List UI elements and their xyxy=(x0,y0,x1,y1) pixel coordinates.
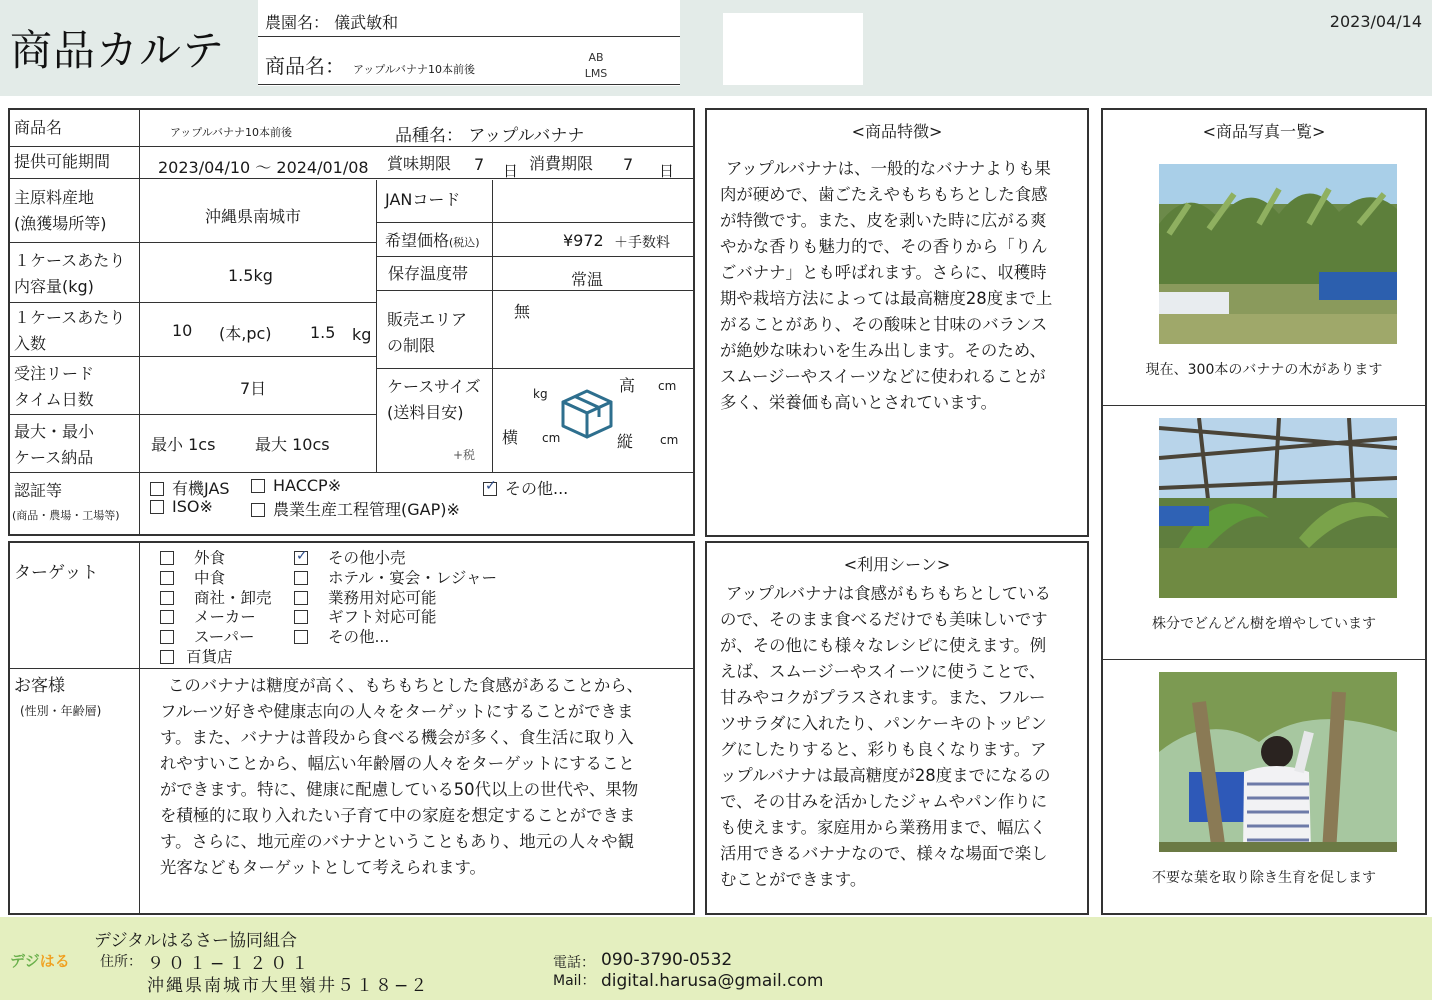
photo-caption: 現在、300本のバナナの木があります xyxy=(1145,362,1383,378)
text-line: で、その甘みを活かしたジャムやパン作りに xyxy=(720,792,1048,811)
text-line: 光客などもターゲットとして考えられます。 xyxy=(160,858,486,877)
text-line: が、その他にも様々なレシピに使えます。例 xyxy=(720,636,1047,655)
target-item-label: ホテル・宴会・レジャー xyxy=(328,568,498,587)
text-line: ごバナナ」とも呼ばれます。さらに、収穫時 xyxy=(720,263,1047,282)
capacity-label-sub: 内容量(kg) xyxy=(14,277,94,296)
photos-title: <商品写真一覧> xyxy=(1202,122,1326,141)
lead-value: 7日 xyxy=(240,379,267,398)
target-item-label: スーパー xyxy=(194,628,255,647)
customer-label: お客様 xyxy=(14,676,65,696)
divider xyxy=(9,242,377,243)
text-line: アップルバナナは、一般的なバナナよりも果 xyxy=(726,159,1051,178)
target-item xyxy=(294,569,497,589)
logo-placeholder xyxy=(723,13,863,85)
count-weight: 1.5 xyxy=(310,323,336,342)
day-unit: 日 xyxy=(503,162,519,180)
box-icon xyxy=(558,385,616,441)
text-line: も使えます。家庭用から業務用まで、幅広く xyxy=(720,818,1047,837)
checkbox-hotel[interactable] xyxy=(294,571,308,585)
checkbox-department-store[interactable] xyxy=(160,650,174,664)
target-item-label: その他小売 xyxy=(328,549,406,567)
size-cm: cm xyxy=(658,379,677,393)
min-label: 最小 xyxy=(151,435,184,454)
size-kg: kg xyxy=(533,387,548,401)
divider xyxy=(9,178,694,179)
target-item-label: 外食 xyxy=(194,549,226,567)
max-value: 10cs xyxy=(292,435,330,454)
cert-iso xyxy=(150,497,213,516)
photo-caption: 不要な葉を取り除き生育を促します xyxy=(1152,870,1376,886)
features-title: <商品特徴> xyxy=(851,122,943,141)
product-name-row xyxy=(265,50,475,79)
period-value: 2023/04/10 〜 2024/01/08 xyxy=(158,158,369,177)
expiry-value: 7 xyxy=(623,155,634,174)
farm-name-row xyxy=(265,10,398,33)
checkbox-supermarket[interactable] xyxy=(160,630,174,644)
min-row xyxy=(151,432,215,455)
lead-label: 受注リード xyxy=(14,364,95,383)
size-ab: AB xyxy=(588,51,604,64)
count-label: １ケースあたり xyxy=(14,308,126,327)
case-size-label-sub: (送料目安) xyxy=(387,403,464,422)
usage-title: <利用シーン> xyxy=(843,555,951,574)
target-item-label: 中食 xyxy=(194,568,226,587)
issue-date: 2023/04/14 xyxy=(1329,12,1422,31)
product-name: アップルバナナ10本前後 xyxy=(353,63,476,76)
divider xyxy=(258,36,680,37)
price-label xyxy=(385,228,480,256)
expiry-label: 消費期限 xyxy=(529,154,594,173)
farmer-pruning-photo xyxy=(1159,672,1397,852)
count-weight-unit: kg xyxy=(352,325,372,344)
storage-value: 常温 xyxy=(571,270,604,289)
text-line: 多く、栄養価も高いとされています。 xyxy=(720,393,997,412)
address-label: 住所： xyxy=(100,954,142,970)
text-line: ツサラダに入れたり、パンケーキのトッピン xyxy=(720,714,1047,733)
divider xyxy=(376,180,377,472)
text-line: が特徴です。また、皮を剥いた時に広がる爽 xyxy=(720,211,1047,230)
price-value: ¥972 xyxy=(563,231,604,250)
case-size-label: ケースサイズ xyxy=(387,377,481,396)
logo-text-b: はる xyxy=(39,952,70,970)
count-unit: (本,pc) xyxy=(219,324,272,343)
best-before-value: 7 xyxy=(474,155,485,174)
text-line: を積極的に取り入れたい子育て中の家庭を想定することができま xyxy=(160,806,636,825)
target-item xyxy=(160,648,272,668)
cert-gap xyxy=(251,497,460,520)
minmax-label-sub: ケース納品 xyxy=(14,448,94,467)
target-item xyxy=(160,569,272,589)
target-item-label: ギフト対応可能 xyxy=(328,608,437,627)
customer-sub: (性別・年齢層) xyxy=(20,704,102,718)
banana-nursery-photo xyxy=(1159,418,1397,598)
text-line: がることがあり、その酸味と甘味のバランス xyxy=(720,315,1048,334)
text-line: れやすいことから、幅広い年齢層の人々をターゲットにすること xyxy=(160,754,635,773)
target-item-label: 業務用対応可能 xyxy=(328,588,437,607)
tax-note: +税 xyxy=(453,448,476,462)
cert-jas xyxy=(150,476,230,499)
tel-label: 電話： xyxy=(553,955,595,971)
target-item xyxy=(160,589,272,609)
product-value: アップルバナナ10本前後 xyxy=(170,126,293,139)
text-line: やかな香りも魅力的で、その香りから「りん xyxy=(720,237,1048,256)
origin-label: 主原料産地 xyxy=(14,188,95,207)
day-unit: 日 xyxy=(659,162,675,180)
checkbox-target-other[interactable] xyxy=(294,630,308,644)
product-label: 商品名： xyxy=(265,54,345,78)
target-item-label: 商社・卸売 xyxy=(194,588,272,607)
text-line: ップルバナナは最高糖度が28度までになるの xyxy=(720,766,1051,785)
cert-label: 認証等 xyxy=(14,481,63,500)
size-lms: LMS xyxy=(584,67,608,80)
text-line: 期や栽培方法によっては最高糖度28度まで上 xyxy=(720,289,1053,308)
size-depth: 縦 xyxy=(617,432,634,451)
postal-code: ９０１−１２０１ xyxy=(147,954,313,974)
target-item xyxy=(160,628,272,648)
features-text xyxy=(720,156,1052,416)
text-line: むことができます。 xyxy=(720,870,867,889)
target-item xyxy=(160,608,272,628)
text-line: 甘みやコクがプラスされます。また、フルー xyxy=(720,688,1046,707)
divider xyxy=(9,472,694,473)
area-value: 無 xyxy=(514,302,531,321)
target-item xyxy=(160,549,272,569)
divider xyxy=(9,356,377,357)
checkbox-iso[interactable] xyxy=(150,500,164,514)
text-line: アップルバナナは食感がもちもちとしている xyxy=(726,584,1051,603)
origin-value: 沖縄県南城市 xyxy=(205,207,302,226)
divider xyxy=(492,290,493,370)
target-label: ターゲット xyxy=(14,563,99,583)
target-col-2 xyxy=(294,549,497,648)
capacity-label: １ケースあたり xyxy=(14,251,126,270)
area-label-sub: の制限 xyxy=(387,336,436,355)
text-line: えば、スムージーやスイーツに使うことで、 xyxy=(720,662,1046,681)
usage-text xyxy=(720,581,1051,893)
coop-name: デジタルはるさー協同組合 xyxy=(94,931,297,951)
digiharu-logo xyxy=(10,950,70,971)
size-cm: cm xyxy=(660,433,679,447)
size-width: 横 xyxy=(502,428,519,447)
text-line: ので、そのまま食べるだけでも美味しいです xyxy=(720,610,1048,629)
product-label: 商品名 xyxy=(14,118,63,137)
divider xyxy=(9,414,377,415)
checkbox-cert-other[interactable] xyxy=(483,482,497,496)
lead-label-sub: タイム日数 xyxy=(14,390,94,409)
count-value: 10 xyxy=(172,321,193,340)
cert-haccp xyxy=(251,476,341,495)
count-label-sub: 入数 xyxy=(14,334,47,353)
min-value: 1cs xyxy=(188,435,216,454)
farm-name: 儀武敏和 xyxy=(334,13,399,32)
target-item xyxy=(294,628,497,648)
divider xyxy=(377,290,694,291)
photo-caption: 株分でどんどん樹を増やしています xyxy=(1152,616,1376,632)
target-item-label: メーカー xyxy=(194,608,256,627)
text-line: す。さらに、地元産のバナナということもあり、地元の人々や観 xyxy=(160,832,635,851)
text-line: 肉が硬めで、歯ごたえやもちもちとした食感 xyxy=(720,185,1048,204)
target-item-label: 百貨店 xyxy=(186,647,233,666)
cert-haccp-label: HACCP※ xyxy=(273,476,342,495)
divider xyxy=(492,370,493,472)
divider xyxy=(377,256,694,257)
cert-other-label: その他... xyxy=(505,479,569,498)
variety-value: アップルバナナ xyxy=(468,126,585,146)
divider xyxy=(9,668,694,669)
divider xyxy=(1102,659,1426,660)
storage-label: 保存温度帯 xyxy=(388,264,469,283)
text-line: フルーツ好きや健康志向の人々をターゲットにすることができま xyxy=(160,702,634,721)
email-link[interactable]: digital.harusa@gmail.com xyxy=(601,971,824,991)
size-high: 高 xyxy=(619,376,636,395)
period-label: 提供可能期間 xyxy=(14,152,111,171)
cert-sub: (商品・農場・工場等) xyxy=(12,509,120,522)
divider xyxy=(377,222,694,223)
minmax-label: 最大・最小 xyxy=(14,422,95,441)
capacity-value: 1.5kg xyxy=(228,266,273,285)
text-line: す。また、バナナは普段から食べる機会が多く、食生活に取り入 xyxy=(160,728,634,747)
divider xyxy=(1102,405,1426,406)
jan-label: JANコード xyxy=(385,190,461,209)
text-line: スムージーやスイーツなどに使われることが xyxy=(720,367,1046,386)
target-item-label: その他... xyxy=(328,628,390,647)
banana-field-photo xyxy=(1159,164,1397,344)
cert-jas-label: 有機JAS xyxy=(172,479,230,498)
checkbox-prepared-food[interactable] xyxy=(160,571,174,585)
text-line: が絶妙な味わいを生み出します。そのため、 xyxy=(720,341,1046,360)
street-address: 沖縄県南城市大里嶺井５１８−２ xyxy=(147,976,430,996)
mail-label: Mail： xyxy=(553,973,596,989)
farm-label: 農園名： xyxy=(265,13,330,32)
divider xyxy=(9,302,377,303)
text-line: 活用できるバナナなので、様々な場面で楽し xyxy=(720,844,1048,863)
cert-iso-label: ISO※ xyxy=(172,497,213,516)
text-line: ができます。特に、健康に配慮している50代以上の世代や、果物 xyxy=(160,780,639,799)
target-col-1 xyxy=(160,549,272,668)
text-line: グにしたりすると、彩りも良くなります。ア xyxy=(720,740,1047,759)
max-label: 最大 xyxy=(255,435,288,454)
divider xyxy=(139,542,140,914)
price-label-text: 希望価格 xyxy=(385,231,450,250)
checkbox-restaurant[interactable] xyxy=(160,551,174,565)
target-item xyxy=(294,549,497,569)
variety-label: 品種名： xyxy=(395,126,463,146)
checkbox-manufacturer[interactable] xyxy=(160,610,174,624)
area-label: 販売エリア xyxy=(387,310,468,329)
checkbox-jas[interactable] xyxy=(150,482,164,496)
page-title: 商品カルテ xyxy=(10,26,226,75)
best-before-label: 賞味期限 xyxy=(387,154,452,173)
divider xyxy=(9,146,694,147)
divider xyxy=(377,368,694,369)
origin-label-sub: (漁獲場所等) xyxy=(14,214,107,233)
text-line: このバナナは糖度が高く、もちもちとした食感があることから、 xyxy=(168,676,643,695)
cert-other xyxy=(483,476,568,499)
phone-number: 090-3790-0532 xyxy=(601,950,733,970)
checkbox-business-use[interactable] xyxy=(294,591,308,605)
logo-text-a: デジ xyxy=(10,952,40,970)
max-row xyxy=(255,432,330,455)
variety-row xyxy=(395,121,584,146)
price-label-small: (税込) xyxy=(449,236,480,249)
target-item xyxy=(294,608,497,628)
customer-description xyxy=(160,673,680,881)
size-cm: cm xyxy=(542,431,561,445)
divider xyxy=(258,84,680,85)
checkbox-wholesale[interactable] xyxy=(160,591,174,605)
price-extra: ＋手数料 xyxy=(614,235,670,251)
target-item xyxy=(294,589,497,609)
checkbox-gift[interactable] xyxy=(294,610,308,624)
checkbox-other-retail[interactable] xyxy=(294,551,308,565)
checkbox-gap[interactable] xyxy=(251,503,265,517)
checkbox-haccp[interactable] xyxy=(251,479,265,493)
cert-gap-label: 農業生産工程管理(GAP)※ xyxy=(273,500,460,519)
size-grade xyxy=(582,50,610,82)
